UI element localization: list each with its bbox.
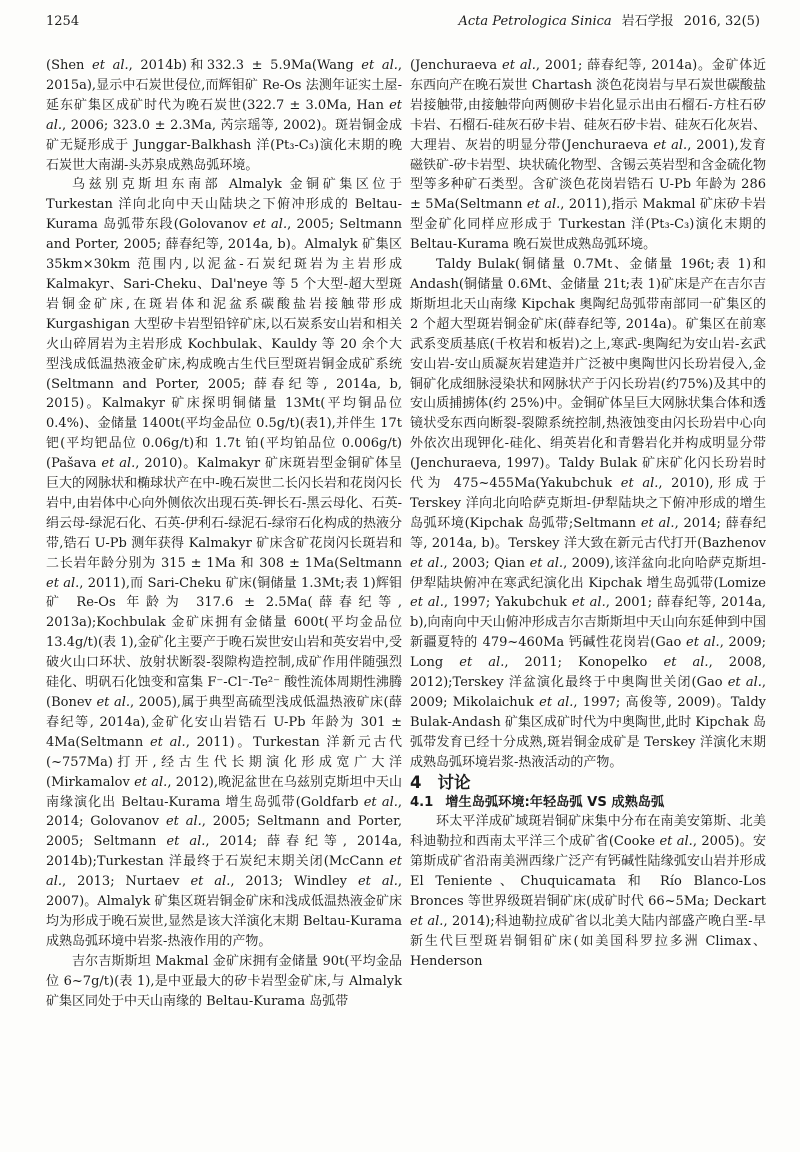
section-number: 4	[410, 772, 422, 792]
subsection-title: 增生岛弧环境:年轻岛弧 VS 成熟岛弧	[445, 794, 665, 810]
page-number: 1254	[46, 14, 80, 29]
journal-header	[449, 10, 760, 29]
section-title: 讨论	[437, 772, 471, 792]
journal-title-latin: Acta Petrologica Sinica	[458, 14, 612, 29]
journal-issue: 2016, 32(5)	[683, 14, 760, 29]
journal-title-cn: 岩石学报	[621, 14, 674, 29]
subsection-number: 4.1	[410, 794, 434, 810]
body-paragraph: 乌兹别克斯坦东南部 Almalyk 金铜矿集区位于 Turkestan 洋向北向中天山陆块之下俯冲形成的 Beltau-Kurama 岛弧带东段(Golovanov et al., 2005; Seltmann and Porter, 2005; 薛春纪等, 2014a, b)。Almalyk 矿集区 35km×30km 范围内,以泥盆-石炭纪斑岩为主岩形成 Kalmakyr、Sari-Cheku、Dal'neye 等 5 个大型-超大型斑岩铜金矿床,在斑岩体和泥盆系碳酸盐岩接触带形成 Kurgashigan 大型矽卡岩型铅锌矿床,以石炭系安山岩和相关火山碎屑岩为主岩形成 Kochbulak、Kauldy 等 20 余个大型浅成低温热液金矿床,构成晚古生代巨型斑岩铜金成矿系统(Seltmann and Porter, 2005; 薛春纪等, 2014a, b, 2015)。Kalmakyr 矿床探明铜储量 13Mt(平均铜品位 0.4%)、金储量 1400t(平均金品位 0.5g/t)(表1),并伴生 17t 钯(平均钯品位 0.06g/t)和 1.7t 铂(平均铂品位 0.006g/t)(Pašava et al., 2010)。Kalmakyr 矿床斑岩型金铜矿体呈巨大的网脉状和椭球状产在中-晚石炭世二长闪长岩和花岗闪长岩中,由岩体中心向外侧依次出现石英-钾长石-黑云母化、石英-绢云母-绿泥石化、石英-伊利石-绿泥石-绿帘石化构成的热液分带,锆石 U-Pb 测年获得 Kalmakyr 矿床含矿花岗闪长斑岩和二长岩年龄分别为 315 ± 1Ma 和 308 ± 1Ma(Seltmann et al., 2011),而 Sari-Cheku 矿床(铜储量 1.3Mt;表 1)辉钼矿 Re-Os 年龄为 317.6 ± 2.5Ma(薛春纪等, 2013a);Kochbulak 金矿床拥有金储量 600t(平均金品位 13.4g/t)(表 1),金矿化主要产于晚石炭世安山岩和英安岩中,受破火山口环状、放射状断裂-裂隙构造控制,成矿作用伴随强烈硅化、明矾石化蚀变和富集 F⁻-Cl⁻-Te²⁻ 酸性流体周期性沸腾(Bonev et al., 2005),属于典型高硫型浅成低温热液矿床(薛春纪等, 2014a),金矿化安山岩锆石 U-Pb 年龄为 301 ± 4Ma(Seltmann et al., 2011)。Turkestan 洋新元古代(~757Ma)打开,经古生代长期演化形成宽广大洋(Mirkamalov et al., 2012),晚泥盆世在乌兹别克斯坦中天山南缘演化出 Beltau-Kurama 增生岛弧带(Goldfarb et al., 2014; Golovanov et al., 2005; Seltmann and Porter, 2005; Seltmann et al., 2014; 薛春纪等, 2014a, 2014b);Turkestan 洋最终于石炭纪末期关闭(McCann et al., 2013; Nurtaev et al., 2013; Windley et al., 2007)。Almalyk 矿集区斑岩铜金矿床和浅成低温热液金矿床均为形成于晚石炭世,显然是该大洋演化末期 Beltau-Kurama 成熟岛弧环境中岩浆-热液作用的产物。	[46, 177, 403, 949]
body-paragraph: 环太平洋成矿域斑岩铜矿床集中分布在南美安第斯、北美科迪勒拉和西南太平洋三个成矿省(Cooke et al., 2005)。安第斯成矿省沿南美洲西缘广泛产有钙碱性陆缘弧安山岩并形成 El Teniente、Chuquicamata 和 Río Blanco-Los Bronces 等世界级斑岩铜矿床(成矿时代 66~5Ma; Deckart et al., 2014);科迪勒拉成矿省以北美大陆内部盛产晚白垩-早新生代巨型斑岩铜钼矿床(如美国科罗拉多洲 Climax、Henderson	[410, 814, 766, 969]
running-head	[46, 10, 760, 29]
body-paragraph: Taldy Bulak(铜储量 0.7Mt、金储量 196t;表 1)和 Andash(铜储量 0.6Mt、金储量 21t;表 1)矿床是产在吉尔吉斯斯坦北天山南缘 Kipchak 奥陶纪岛弧带南部同一矿集区的 2 个超大型斑岩铜金矿床(薛春纪等, 2014a)。矿集区在前寒武系变质基底(千枚岩和板岩)之上,寒武-奥陶纪为安山岩-玄武安山岩-安山质凝灰岩建造并广泛被中奥陶世闪长玢岩侵入,金铜矿化成细脉浸染状和网脉状产于闪长玢岩(约75%)及其中的安山质捕掳体(约 25%)中。金铜矿体呈巨大网脉状集合体和透镜状受东西向断裂-裂隙系统控制,热液蚀变由闪长玢岩中心向外依次出现钾化-硅化、绢英岩化和青磐岩化并构成明显分带(Jenchuraeva, 1997)。Taldy Bulak 矿床矿化闪长玢岩时代为 475~455Ma(Yakubchuk et al., 2010),形成于 Terskey 洋向北向哈萨克斯坦-伊犁陆块之下俯冲形成的增生岛弧环境(Kipchak 岛弧带;Seltmann et al., 2014; 薛春纪等, 2014a, b)。Terskey 洋大致在新元古代打开(Bazhenov et al., 2003; Qian et al., 2009),该洋盆向北向哈萨克斯坦-伊犁陆块俯冲在寒武纪演化出 Kipchak 增生岛弧带(Lomize et al., 1997; Yakubchuk et al., 2001; 薛春纪等, 2014a, b),向南向中天山俯冲形成吉尔吉斯斯坦中天山向东延伸到中国新疆夏特的 479~460Ma 钙碱性花岗岩(Gao et al., 2009; Long et al., 2011; Konopelko et al., 2008, 2012);Terskey 洋盆演化最终于中奥陶世关闭(Gao et al., 2009; Mikolaichuk et al., 1997; 高俊等, 2009)。Taldy Bulak-Andash 矿集区成矿时代为中奥陶世,此时 Kipchak 岛弧带发育已经十分成熟,斑岩铜金成矿是 Terskey 洋演化末期成熟岛弧环境岩浆-热液活动的产物。	[410, 257, 767, 770]
right-column	[410, 56, 766, 972]
body-paragraph: (Shen et al., 2014b)和332.3 ± 5.9Ma(Wang et al., 2015a),显示中石炭世侵位,而辉钼矿 Re-Os 法测年证实土屋-延东矿集区成矿时代为晚石炭世(322.7 ± 3.0Ma, Han et al., 2006; 323.0 ± 2.3Ma, 芮宗瑶等, 2002)。斑岩铜金成矿无疑形成于 Junggar-Balkhash 洋(Pt₃-C₃)演化末期的晚石炭世大南湖-头苏泉成熟岛弧环境。	[46, 58, 402, 173]
left-column	[46, 56, 402, 1012]
body-paragraph: 吉尔吉斯斯坦 Makmal 金矿床拥有金储量 90t(平均金品位 6~7g/t)(表 1),是中亚最大的矽卡岩型金矿床,与 Almalyk 矿集区同处于中天山南缘的 Beltau-Kurama 岛弧带	[46, 953, 402, 1009]
section-4-1-heading	[410, 793, 766, 813]
body-paragraph: (Jenchuraeva et al., 2001; 薛春纪等, 2014a)。金矿体近东西向产在晚石炭世 Chartash 淡色花岗岩与早石炭世碳酸盐岩接触带,由接触带向两侧矽卡岩化显示出由石榴石-方柱石矽卡岩、石榴石-硅灰石矽卡岩、硅灰石矽卡岩、硅灰石化灰岩、大理岩、灰岩的明显分带(Jenchuraeva et al., 2001),发育磁铁矿-矽卡岩型、块状硫化物型、含锡云英岩型和含金硫化物型等多种矿石类型。含矿淡色花岗岩锆石 U-Pb 年龄为 286 ± 5Ma(Seltmann et al., 2011),指示 Makmal 矿床矽卡岩型金矿化同样应形成于 Turkestan 洋(Pt₃-C₃)演化末期的 Beltau-Kurama 晚石炭世成熟岛弧环境。	[410, 58, 767, 253]
section-4-heading	[410, 773, 766, 793]
